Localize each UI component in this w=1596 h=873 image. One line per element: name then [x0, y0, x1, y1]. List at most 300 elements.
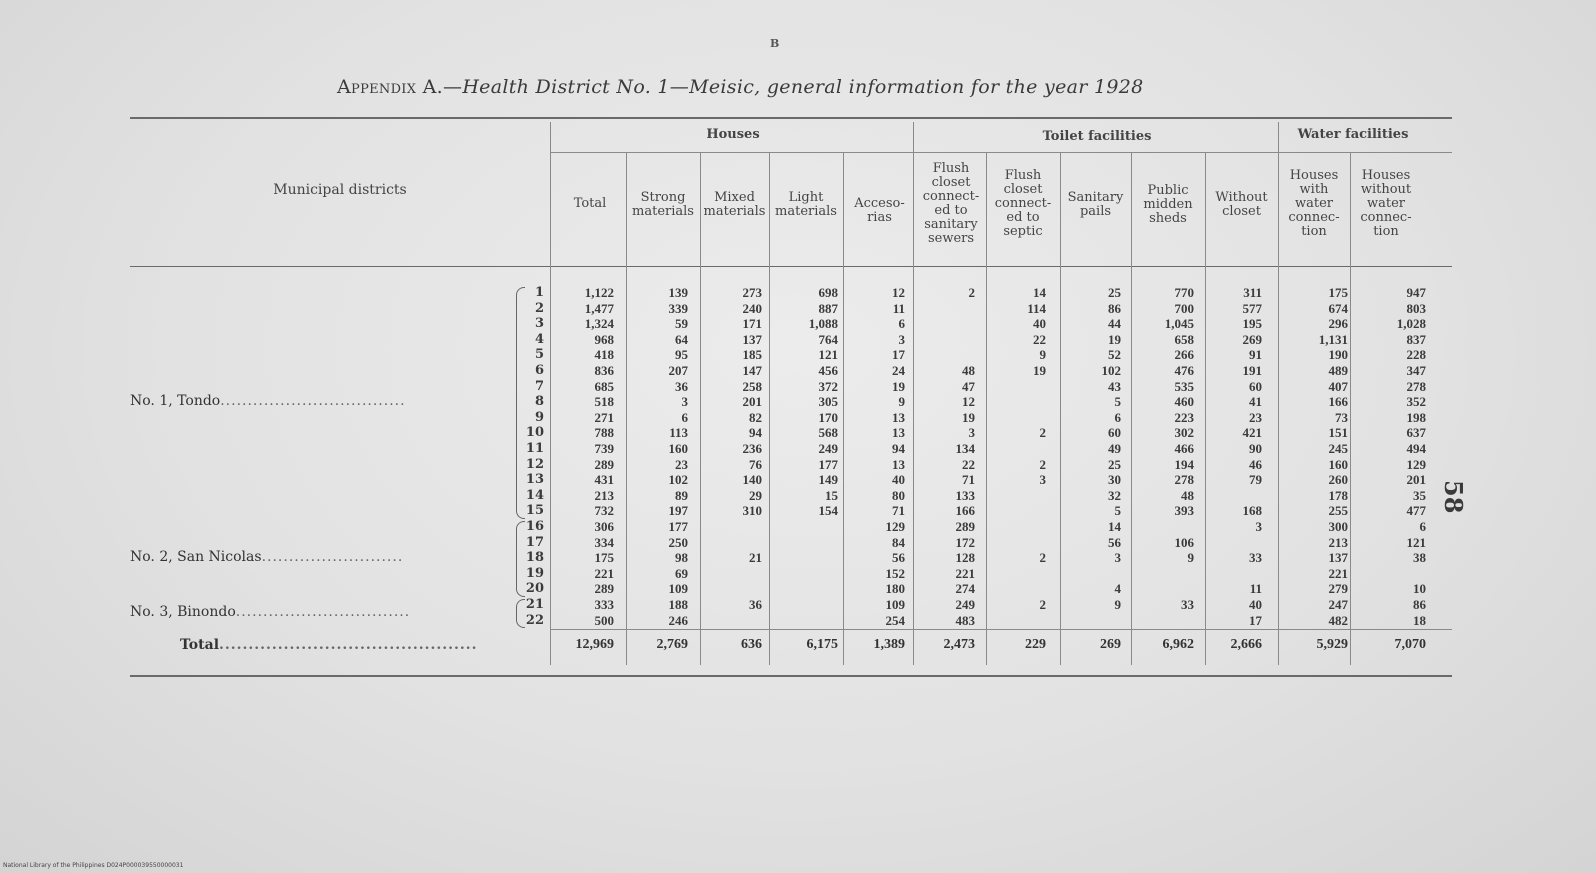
- table-cell: 149: [818, 472, 838, 488]
- table-cell: 137: [742, 331, 762, 347]
- table-cell: 247: [1328, 597, 1348, 612]
- table-cell: 121: [818, 347, 838, 363]
- district-label: [130, 604, 410, 620]
- table-cell: 2: [1039, 550, 1046, 566]
- row-number: 7: [534, 378, 544, 394]
- table-cell: 133: [955, 487, 975, 503]
- row-number: 19: [525, 565, 544, 581]
- table-cell: 48: [962, 363, 975, 378]
- table-cell: 71: [962, 472, 975, 488]
- table-cell: 94: [892, 441, 905, 456]
- table-cell: 38: [1413, 550, 1426, 566]
- total-cell: 1,389: [873, 637, 905, 652]
- table-cell: 1,477: [584, 300, 614, 316]
- table-cell: 194: [1174, 456, 1194, 472]
- row-number: 20: [525, 581, 544, 597]
- table-cell: 3: [898, 331, 905, 347]
- table-cell: 147: [742, 363, 762, 378]
- table-cell: 40: [1033, 316, 1046, 332]
- table-cell: 33: [1181, 597, 1194, 612]
- table-cell: 73: [1335, 409, 1348, 425]
- table-cell: 129: [1406, 456, 1426, 472]
- page-title: [337, 76, 1144, 98]
- table-cell: 339: [668, 300, 688, 316]
- table-cell: 739: [594, 441, 614, 456]
- table-cell: 201: [1406, 472, 1426, 488]
- table-cell: 114: [1027, 300, 1046, 316]
- table-cell: 700: [1174, 300, 1194, 316]
- table-cell: 4: [1114, 581, 1121, 597]
- table-cell: 13: [892, 409, 905, 425]
- houses-group-header: Houses: [706, 127, 760, 142]
- table-cell: 289: [594, 581, 614, 597]
- table-cell: 6: [898, 316, 905, 332]
- district-brace: [516, 287, 525, 519]
- table-cell: 278: [1174, 472, 1194, 488]
- table-cell: 421: [1242, 425, 1262, 441]
- table-cell: 258: [742, 378, 762, 394]
- table-cell: 334: [594, 534, 614, 550]
- column-header: Houses without water connec- tion: [1360, 168, 1412, 239]
- table-cell: 6: [1419, 519, 1426, 534]
- table-cell: 236: [742, 441, 762, 456]
- table-cell: 240: [742, 300, 762, 316]
- table-cell: 466: [1174, 441, 1194, 456]
- table-cell: 13: [892, 425, 905, 441]
- row-number: 6: [534, 363, 544, 378]
- total-cell: 7,070: [1394, 637, 1426, 652]
- title-italic: Health District No. 1—Meisic, general information for the year 1928: [462, 76, 1144, 98]
- table-cell: 33: [1249, 550, 1262, 566]
- table-cell: 60: [1108, 425, 1121, 441]
- table-cell: 19: [1033, 363, 1046, 378]
- row-number: 12: [525, 456, 544, 472]
- table-cell: 500: [594, 612, 614, 628]
- table-cell: 1,045: [1164, 316, 1194, 332]
- table-cell: 76: [749, 456, 762, 472]
- table-cell: 30: [1108, 472, 1121, 488]
- table-cell: 518: [594, 394, 614, 410]
- table-cell: 69: [675, 565, 688, 581]
- table-cell: 22: [962, 456, 975, 472]
- leader-dots: ................................: [235, 603, 411, 620]
- table-cell: 177: [818, 456, 838, 472]
- title-dash: —: [443, 76, 463, 98]
- table-cell: 201: [742, 394, 762, 410]
- table-cell: 245: [1328, 441, 1348, 456]
- table-cell: 887: [818, 300, 838, 316]
- table-cell: 137: [1328, 550, 1348, 566]
- table-cell: 249: [955, 597, 975, 612]
- table-cell: 221: [955, 565, 975, 581]
- total-label: [180, 637, 477, 653]
- table-cell: 172: [955, 534, 975, 550]
- table-cell: 260: [1328, 472, 1348, 488]
- table-cell: 685: [594, 378, 614, 394]
- table-cell: 90: [1249, 441, 1262, 456]
- row-number: 8: [534, 394, 544, 410]
- row-number: 11: [525, 441, 544, 456]
- table-cell: 36: [749, 597, 762, 612]
- table-cell: 311: [1243, 285, 1262, 300]
- table-cell: 278: [1406, 378, 1426, 394]
- table-cell: 1,028: [1396, 316, 1426, 332]
- table-cell: 11: [892, 300, 905, 316]
- column-header: Strong materials: [632, 190, 694, 219]
- table-cell: 764: [818, 331, 838, 347]
- table-cell: 109: [885, 597, 905, 612]
- page-mark: B: [770, 37, 780, 50]
- district-name: No. 3, Binondo: [130, 603, 236, 620]
- table-cell: 407: [1328, 378, 1348, 394]
- table-cell: 5: [1114, 503, 1121, 519]
- table-cell: 49: [1108, 441, 1121, 456]
- total-cell: 5,929: [1316, 637, 1348, 652]
- table-cell: 289: [594, 456, 614, 472]
- table-cell: 23: [1249, 409, 1262, 425]
- table-cell: 658: [1174, 331, 1194, 347]
- table-cell: 9: [1187, 550, 1194, 566]
- table-cell: 13: [892, 456, 905, 472]
- table-cell: 25: [1108, 456, 1121, 472]
- table-cell: 64: [675, 331, 688, 347]
- leader-dots: ..................................: [220, 393, 406, 409]
- table-cell: 128: [955, 550, 975, 566]
- table-cell: 166: [1328, 394, 1348, 410]
- table-cell: 477: [1406, 503, 1426, 519]
- table-cell: 279: [1328, 581, 1348, 597]
- table-cell: 102: [1101, 363, 1121, 378]
- table-cell: 296: [1328, 316, 1348, 332]
- table-cell: 732: [594, 503, 614, 519]
- column-header: Flush closet connect- ed to septic: [994, 168, 1052, 239]
- table-cell: 250: [668, 534, 688, 550]
- table-cell: 40: [1249, 597, 1262, 612]
- district-name: No. 2, San Nicolas: [130, 549, 262, 565]
- table-cell: 197: [668, 503, 688, 519]
- table-cell: 23: [675, 456, 688, 472]
- row-number: 2: [534, 300, 544, 316]
- table-cell: 195: [1242, 316, 1262, 332]
- table-cell: 41: [1249, 394, 1262, 410]
- table-cell: 59: [675, 316, 688, 332]
- table-cell: 489: [1328, 363, 1348, 378]
- district-label: [130, 393, 406, 409]
- table-cell: 968: [594, 331, 614, 347]
- table-cell: 166: [955, 503, 975, 519]
- table-cell: 947: [1406, 285, 1426, 300]
- table-cell: 269: [1242, 331, 1262, 347]
- table-cell: 52: [1108, 347, 1121, 363]
- column-header: Total: [573, 196, 607, 211]
- group-rule: [550, 152, 1452, 153]
- table-cell: 1,324: [584, 316, 614, 332]
- table-cell: 698: [818, 285, 838, 300]
- table-cell: 431: [594, 472, 614, 488]
- column-header: Acceso- rias: [854, 196, 905, 225]
- table-cell: 154: [818, 503, 838, 519]
- table-cell: 188: [668, 597, 688, 612]
- table-cell: 221: [1328, 565, 1348, 581]
- table-cell: 674: [1328, 300, 1348, 316]
- table-cell: 11: [1249, 581, 1262, 597]
- table-cell: 185: [742, 347, 762, 363]
- table-cell: 178: [1328, 487, 1348, 503]
- table-cell: 213: [594, 487, 614, 503]
- table-cell: 476: [1174, 363, 1194, 378]
- table-cell: 333: [594, 597, 614, 612]
- table-cell: 289: [955, 519, 975, 534]
- table-cell: 494: [1406, 441, 1426, 456]
- total-cell: 269: [1100, 637, 1121, 652]
- row-number: 13: [525, 472, 544, 488]
- page-number: 58: [1439, 480, 1468, 514]
- district-label: [130, 549, 403, 565]
- table-cell: 9: [898, 394, 905, 410]
- row-number: 22: [525, 612, 544, 628]
- row-number: 17: [525, 534, 544, 550]
- table-cell: 788: [594, 425, 614, 441]
- table-cell: 152: [885, 565, 905, 581]
- row-number: 1: [534, 285, 544, 300]
- row-number: 16: [525, 519, 544, 534]
- table-cell: 177: [668, 519, 688, 534]
- table-cell: 151: [1328, 425, 1348, 441]
- table-cell: 80: [892, 487, 905, 503]
- table-cell: 535: [1174, 378, 1194, 394]
- table-cell: 460: [1174, 394, 1194, 410]
- table-cell: 102: [668, 472, 688, 488]
- table-cell: 254: [885, 612, 905, 628]
- table-cell: 207: [668, 363, 688, 378]
- table-cell: 483: [955, 612, 975, 628]
- table-cell: 134: [955, 441, 975, 456]
- table-cell: 175: [1328, 285, 1348, 300]
- total-cell: 2,666: [1230, 637, 1262, 652]
- table-cell: 129: [885, 519, 905, 534]
- table-cell: 1,131: [1318, 331, 1348, 347]
- table-cell: 60: [1249, 378, 1262, 394]
- table-cell: 198: [1406, 409, 1426, 425]
- table-cell: 12: [962, 394, 975, 410]
- data-table: [130, 117, 1452, 687]
- table-cell: 6: [1114, 409, 1121, 425]
- table-cell: 482: [1328, 612, 1348, 628]
- table-cell: 191: [1242, 363, 1262, 378]
- table-cell: 6: [681, 409, 688, 425]
- total-cell: 2,473: [943, 637, 975, 652]
- table-cell: 12: [892, 285, 905, 300]
- row-number: 14: [525, 487, 544, 503]
- table-cell: 223: [1174, 409, 1194, 425]
- column-header: Sanitary pails: [1067, 190, 1124, 219]
- table-cell: 43: [1108, 378, 1121, 394]
- table-cell: 770: [1174, 285, 1194, 300]
- table-cell: 160: [668, 441, 688, 456]
- table-cell: 9: [1114, 597, 1121, 612]
- table-cell: 84: [892, 534, 905, 550]
- row-number: 10: [525, 425, 544, 441]
- table-cell: 56: [1108, 534, 1121, 550]
- total-cell: 636: [741, 637, 762, 652]
- table-cell: 302: [1174, 425, 1194, 441]
- table-cell: 29: [749, 487, 762, 503]
- table-cell: 86: [1413, 597, 1426, 612]
- total-text: Total: [180, 637, 220, 653]
- column-header: Public midden sheds: [1143, 183, 1193, 226]
- table-cell: 19: [1108, 331, 1121, 347]
- leader-dots: ............................................: [219, 637, 478, 653]
- table-cell: 1,088: [808, 316, 838, 332]
- table-cell: 347: [1406, 363, 1426, 378]
- table-cell: 249: [818, 441, 838, 456]
- table-cell: 98: [675, 550, 688, 566]
- leader-dots: ..........................: [261, 549, 404, 565]
- table-cell: 91: [1249, 347, 1262, 363]
- table-cell: 228: [1406, 347, 1426, 363]
- table-cell: 3: [968, 425, 975, 441]
- table-cell: 35: [1413, 487, 1426, 503]
- row-number: 21: [525, 597, 544, 612]
- table-cell: 19: [962, 409, 975, 425]
- toilet-group-header: Toilet facilities: [1042, 129, 1152, 144]
- table-cell: 1,122: [584, 285, 614, 300]
- table-cell: 5: [1114, 394, 1121, 410]
- table-bottom-rule: [130, 675, 1452, 677]
- table-cell: 24: [892, 363, 905, 378]
- column-header: Flush closet connect- ed to sanitary sewers: [922, 161, 980, 246]
- table-cell: 14: [1033, 285, 1046, 300]
- table-cell: 2: [1039, 456, 1046, 472]
- table-cell: 36: [675, 378, 688, 394]
- table-cell: 190: [1328, 347, 1348, 363]
- table-cell: 300: [1328, 519, 1348, 534]
- row-number: 5: [534, 347, 544, 363]
- table-cell: 56: [892, 550, 905, 566]
- table-cell: 71: [892, 503, 905, 519]
- table-cell: 139: [668, 285, 688, 300]
- table-cell: 3: [681, 394, 688, 410]
- total-cell: 229: [1025, 637, 1046, 652]
- table-cell: 15: [825, 487, 838, 503]
- water-group-header: Water facilities: [1297, 127, 1409, 142]
- table-cell: 352: [1406, 394, 1426, 410]
- table-cell: 22: [1033, 331, 1046, 347]
- table-cell: 17: [1249, 612, 1262, 628]
- table-cell: 175: [594, 550, 614, 566]
- table-top-rule: [130, 117, 1452, 119]
- table-cell: 86: [1108, 300, 1121, 316]
- header-bottom-rule: [130, 266, 1452, 267]
- table-cell: 274: [955, 581, 975, 597]
- table-cell: 836: [594, 363, 614, 378]
- table-cell: 305: [818, 394, 838, 410]
- table-cell: 456: [818, 363, 838, 378]
- table-cell: 3: [1114, 550, 1121, 566]
- table-cell: 95: [675, 347, 688, 363]
- table-cell: 568: [818, 425, 838, 441]
- table-cell: 3: [1039, 472, 1046, 488]
- table-cell: 109: [668, 581, 688, 597]
- table-cell: 310: [742, 503, 762, 519]
- row-number: 4: [534, 331, 544, 347]
- district-name: No. 1, Tondo: [130, 393, 221, 409]
- table-cell: 577: [1242, 300, 1262, 316]
- total-cell: 6,962: [1162, 637, 1194, 652]
- total-cell: 12,969: [575, 637, 614, 652]
- table-cell: 79: [1249, 472, 1262, 488]
- table-cell: 21: [749, 550, 762, 566]
- table-cell: 2: [968, 285, 975, 300]
- table-cell: 637: [1406, 425, 1426, 441]
- total-cell: 6,175: [806, 637, 838, 652]
- table-cell: 273: [742, 285, 762, 300]
- table-cell: 113: [669, 425, 688, 441]
- table-cell: 837: [1406, 331, 1426, 347]
- column-header: Houses with water connec- tion: [1288, 168, 1340, 239]
- municipal-districts-header: Municipal districts: [273, 182, 407, 198]
- table-cell: 140: [742, 472, 762, 488]
- table-cell: 14: [1108, 519, 1121, 534]
- table-cell: 266: [1174, 347, 1194, 363]
- table-cell: 168: [1242, 503, 1262, 519]
- table-cell: 171: [742, 316, 762, 332]
- table-cell: 221: [594, 565, 614, 581]
- table-cell: 306: [594, 519, 614, 534]
- table-cell: 271: [594, 409, 614, 425]
- table-cell: 255: [1328, 503, 1348, 519]
- table-cell: 48: [1181, 487, 1194, 503]
- table-cell: 213: [1328, 534, 1348, 550]
- district-brace: [516, 599, 525, 628]
- table-cell: 40: [892, 472, 905, 488]
- title-prefix: Appendix A.: [337, 76, 443, 98]
- table-cell: 121: [1406, 534, 1426, 550]
- column-header: Light materials: [775, 190, 837, 219]
- table-cell: 170: [818, 409, 838, 425]
- table-cell: 18: [1413, 612, 1426, 628]
- table-cell: 180: [885, 581, 905, 597]
- table-cell: 2: [1039, 597, 1046, 612]
- table-cell: 9: [1039, 347, 1046, 363]
- table-cell: 94: [749, 425, 762, 441]
- district-brace: [516, 521, 525, 597]
- table-cell: 160: [1328, 456, 1348, 472]
- table-cell: 19: [892, 378, 905, 394]
- footer-credit: National Library of the Philippines D024P000039550000031: [3, 862, 184, 869]
- table-cell: 418: [594, 347, 614, 363]
- table-cell: 32: [1108, 487, 1121, 503]
- table-cell: 44: [1108, 316, 1121, 332]
- row-number: 9: [534, 409, 544, 425]
- total-cell: 2,769: [656, 637, 688, 652]
- table-cell: 25: [1108, 285, 1121, 300]
- table-cell: 803: [1406, 300, 1426, 316]
- table-cell: 2: [1039, 425, 1046, 441]
- table-cell: 89: [675, 487, 688, 503]
- table-cell: 47: [962, 378, 975, 394]
- column-header: Mixed materials: [703, 190, 766, 219]
- row-number: 3: [534, 316, 544, 332]
- table-cell: 46: [1249, 456, 1262, 472]
- row-number: 15: [525, 503, 544, 519]
- total-top-rule: [550, 629, 1452, 630]
- table-cell: 246: [668, 612, 688, 628]
- table-cell: 82: [749, 409, 762, 425]
- table-cell: 372: [818, 378, 838, 394]
- row-number: 18: [525, 550, 544, 566]
- table-cell: 3: [1255, 519, 1262, 534]
